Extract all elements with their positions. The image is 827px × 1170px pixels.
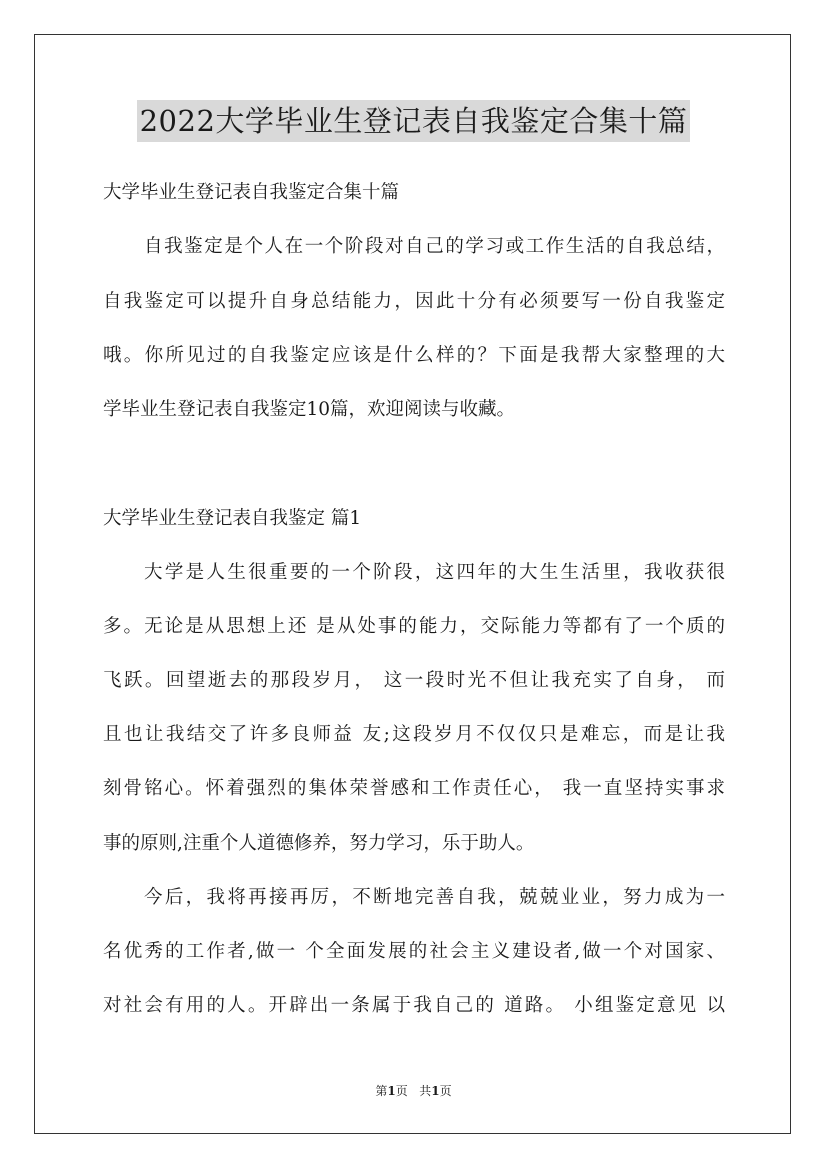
page-footer [0, 1083, 827, 1099]
intro-line: 自我鉴定是个人在一个阶段对自己的学习或工作生活的自我总结， [144, 236, 725, 257]
total-suffix: 页 [439, 1084, 452, 1098]
intro-line: 学毕业生登记表自我鉴定10篇，欢迎阅读与收藏。 [103, 399, 516, 420]
document-title-container [0, 100, 827, 142]
document-subtitle: 大学毕业生登记表自我鉴定合集十篇 [103, 182, 400, 203]
total-pages: 1 [431, 1084, 440, 1098]
section-heading: 大学毕业生登记表自我鉴定 篇1 [103, 508, 362, 529]
paragraph-line: 多。无论是从思想上还 是从处事的能力，交际能力等都有了一个质的 [103, 616, 725, 637]
paragraph-line: 大学是人生很重要的一个阶段，这四年的大生生活里，我收获很 [144, 562, 725, 583]
page-prefix: 第 [375, 1084, 388, 1098]
paragraph-line: 且也让我结交了许多良师益 友;这段岁月不仅仅只是难忘，而是让我 [103, 724, 725, 745]
paragraph-line: 事的原则,注重个人道德修养，努力学习，乐于助人。 [103, 833, 535, 854]
intro-line: 哦。你所见过的自我鉴定应该是什么样的？下面是我帮大家整理的大 [103, 345, 725, 366]
total-prefix: 共 [419, 1084, 432, 1098]
paragraph-line: 对社会有用的人。开辟出一条属于我自己的 道路。 小组鉴定意见 以 [103, 995, 725, 1016]
paragraph-line: 飞跃。回望逝去的那段岁月， 这一段时光不但让我充实了自身， 而 [103, 670, 725, 691]
paragraph-line: 今后，我将再接再厉，不断地完善自我，兢兢业业，努力成为一 [144, 887, 725, 908]
paragraph-line: 刻骨铭心。怀着强烈的集体荣誉感和工作责任心， 我一直坚持实事求 [103, 778, 725, 799]
document-title: 2022大学毕业生登记表自我鉴定合集十篇 [137, 100, 691, 142]
page-suffix: 页 [395, 1084, 408, 1098]
intro-line: 自我鉴定可以提升自身总结能力，因此十分有必须要写一份自我鉴定 [103, 291, 725, 312]
paragraph-line: 名优秀的工作者,做一 个全面发展的社会主义建设者,做一个对国家、 [103, 941, 725, 962]
page-number: 1 [387, 1084, 396, 1098]
